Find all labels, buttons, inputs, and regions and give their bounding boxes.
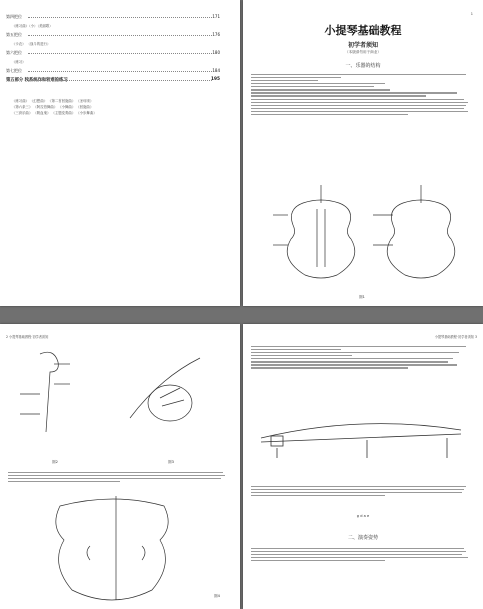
tuning-notes: g d a e: [356, 514, 370, 518]
bow-diagram: [257, 408, 467, 478]
pdf-page-1[interactable]: [0, 0, 240, 306]
toc-leader: [28, 71, 212, 72]
body-text-block: [251, 546, 475, 561]
book-title: 小提琴基础教程: [324, 24, 402, 37]
toc-item[interactable]: [12, 41, 226, 47]
section-heading-2: 二、演奏姿势: [347, 535, 378, 541]
toc-item[interactable]: [6, 77, 220, 83]
toc-line: 《练习曲》 《幻想曲》 《第二首回旋曲》 《圣母颂》: [12, 99, 94, 103]
subtitle-note: （本版请勿用于商业）: [345, 50, 381, 54]
violin-scroll-diagram: [10, 344, 120, 444]
subtitle: 初学者须知: [347, 42, 378, 49]
body-text-block: [8, 470, 232, 482]
toc-page: 195: [211, 77, 220, 82]
toc-page: 180: [212, 50, 220, 55]
toc-item[interactable]: [6, 14, 220, 20]
toc-label: 第五把位: [6, 32, 22, 37]
pdf-page-2[interactable]: [243, 0, 483, 306]
toc-label: 《练习曲》（小）（美丽歌）: [12, 24, 53, 28]
toc-label: 《练习》: [12, 60, 26, 64]
toc-page: 184: [212, 68, 220, 73]
figure-caption: 图1: [359, 295, 365, 299]
toc-label: 第七把位: [6, 68, 22, 73]
toc-leader: [28, 53, 212, 54]
toc-item[interactable]: [6, 50, 220, 56]
toc-page: 176: [212, 32, 220, 37]
toc-item[interactable]: [6, 32, 220, 38]
figure-caption: 图4: [214, 594, 220, 598]
violin-body-diagram-fig4: [40, 496, 200, 606]
page-number: 1: [470, 12, 473, 16]
toc-leader: [28, 17, 212, 18]
pdf-page-3[interactable]: [0, 324, 240, 609]
violin-diagram-fig1: [273, 185, 463, 285]
figure-caption: 图2: [52, 460, 58, 464]
page-header: 2 小提琴基础教程·初学者须知: [6, 335, 49, 339]
figure-caption: 图3: [168, 460, 174, 464]
toc-label: 第四把位: [6, 14, 22, 19]
pdf-page-4[interactable]: [243, 324, 483, 609]
bow-hold-diagram: [120, 348, 230, 438]
toc-item[interactable]: [6, 68, 220, 74]
toc-label: 第六把位: [6, 50, 22, 55]
page-header: 小提琴基础教程·初学者须知 3: [434, 335, 477, 339]
section-heading-1: 一、乐器的结构: [345, 63, 381, 69]
toc-page: 171: [212, 14, 220, 19]
body-text-block: [251, 72, 475, 115]
toc-label: 第五部分 较系统作和较难的练习: [6, 78, 68, 83]
body-text-block: [251, 344, 475, 369]
toc-line: 《三套乐曲》 《吸血鬼》 《主题变奏曲》 《小步舞曲》: [12, 111, 97, 115]
toc-leader: [28, 35, 212, 36]
toc-leader: [28, 80, 212, 81]
toc-item[interactable]: [12, 59, 226, 65]
toc-item[interactable]: [12, 23, 226, 29]
toc-line: 《第六条三》 《阿拉伯舞曲》 《小舞曲》 《回旋曲》: [12, 105, 94, 109]
body-text-block: [251, 484, 475, 496]
toc-label: 《卡农》 （战斗的进行）: [12, 42, 51, 46]
